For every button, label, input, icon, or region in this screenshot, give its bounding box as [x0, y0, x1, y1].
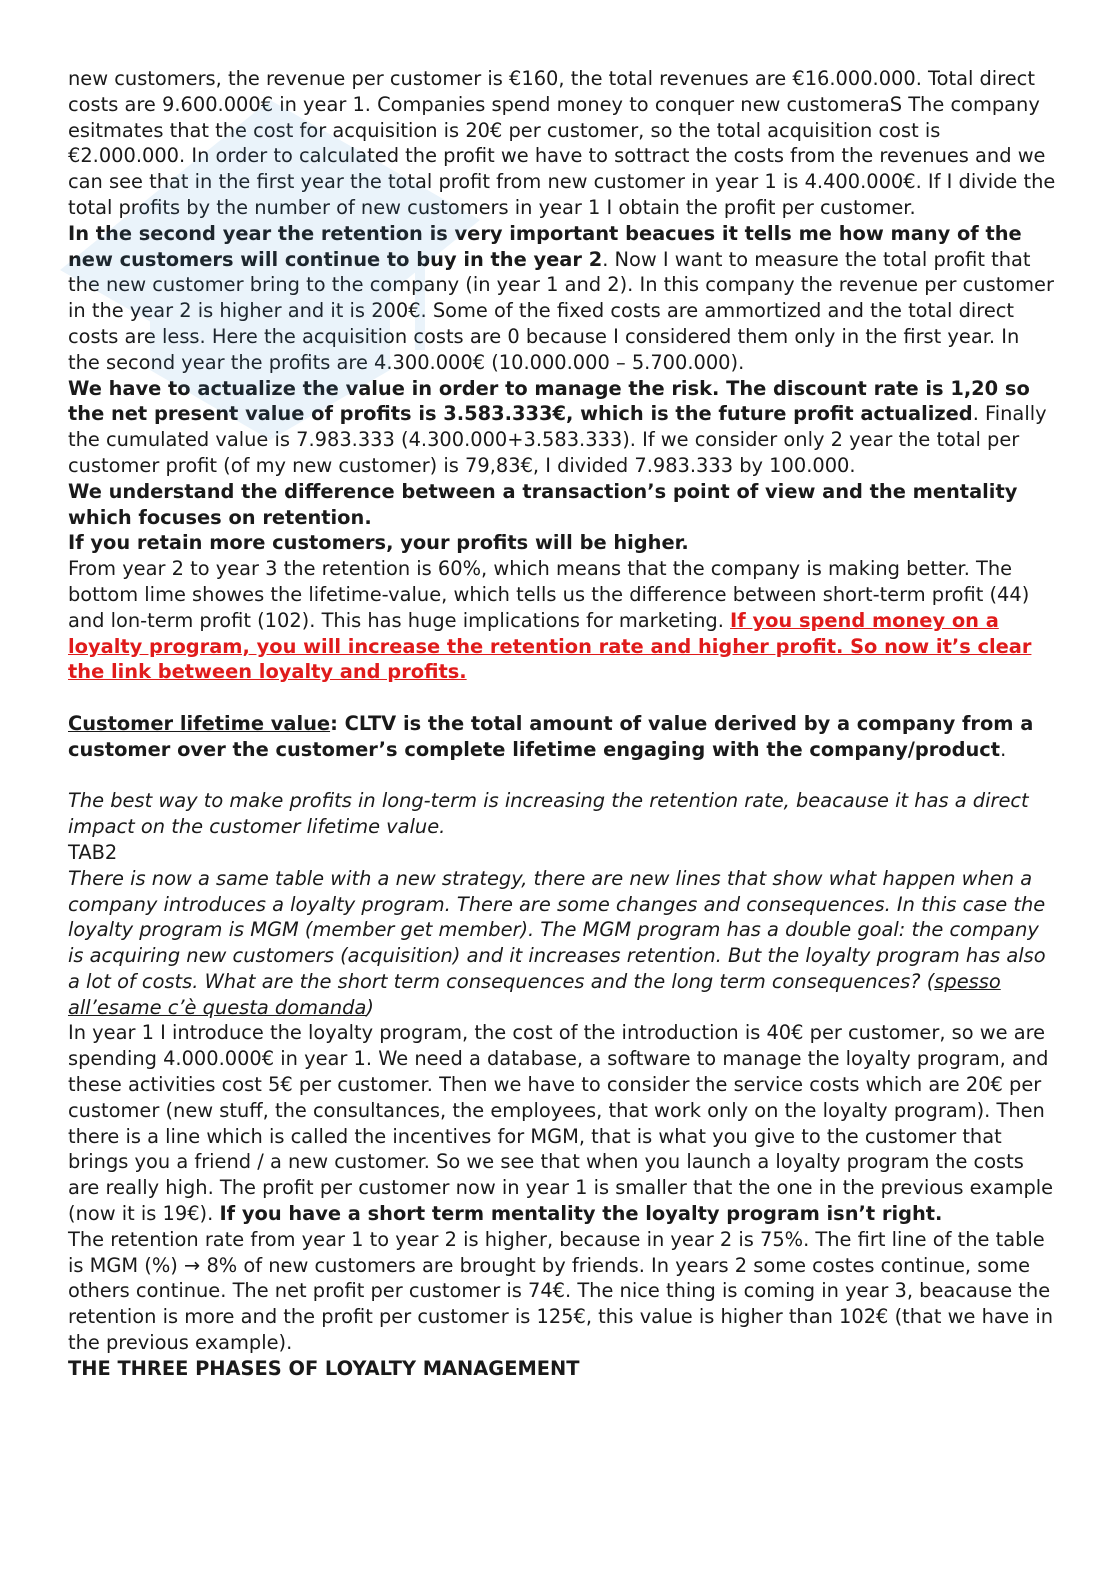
- retention-text-pre: The retention rate from year 1 to year 2 is higher, because in year 2 is 75%. The firt line of the table is MGM (%): [68, 1227, 1045, 1277]
- arrow-icon: →: [184, 1253, 201, 1277]
- cltv-term: Customer lifetime value: [68, 711, 331, 735]
- paragraph-lifetime-value: [68, 556, 1056, 685]
- loyalty-profit-highlight: If you spend money on a loyalty program, you will increase the retention rate and higher profit. So now it’s clear the link between loyalty and profits.: [68, 608, 1032, 684]
- retention-text-post: 8% of new customers are brought by friends. In years 2 some costes continue, some others continue. The net profit per customer is 74€. The nice thing is coming in year 3, beacause the retention is more and the profit per customer is 125€, this value is higher than 102€ (that we have in the previous example).: [68, 1253, 1054, 1355]
- exam-note-close: ): [366, 995, 374, 1019]
- short-term-highlight: If you have a short term mentality the loyalty program isn’t right.: [219, 1202, 943, 1226]
- exam-note: spesso all’esame c’è questa domanda: [68, 969, 1001, 1019]
- paragraph-retain-customers: If you retain more customers, your profits will be higher.: [68, 531, 689, 555]
- paragraph-retention-year2: [68, 1227, 1056, 1356]
- paragraph-loyalty-costs: [68, 1020, 1056, 1226]
- paragraph-discount: [68, 376, 1056, 479]
- paragraph-revenue: new customers, the revenue per customer is €160, the total revenues are €16.000.000. Total direct costs are 9.600.000€ in year 1. Companies spend money to conquer new customeraS The company esitmates that the cost for acquisition is 20€ per customer, so the total acquisition cost is €2.000.000. In order to calculated the profit we have to sottract the costs from the revenues and we can see that in the first year the total profit from new customer in year 1 is 4.400.000€. If I divide the total profits by the number of new customers in year 1 I obtain the profit per customer.: [68, 67, 1056, 219]
- cltv-end: .: [1000, 737, 1007, 761]
- new-strategy-text: There is now a same table with a new strategy, there are new lines that show what happen when a company introduces a loyalty program. There are some changes and consequences. In this case the loyalty program is MGM (member get member). The MGM program has a double goal: the company is acquiring new customers (acquisition) and it increases retention. But the loyalty program has also a lot of costs. What are the short term consequences and the long term consequences? (: [68, 866, 1046, 993]
- paragraph-best-way: The best way to make profits in long-term is increasing the retention rate, beacause it has a direct impact on the customer lifetime value.: [68, 789, 1029, 839]
- section-heading-loyalty-phases: THE THREE PHASES OF LOYALTY MANAGEMENT: [68, 1356, 580, 1380]
- second-year-text: . Now I want to measure the total profit that the new customer bring to the company (in year 1 and 2). In this company the revenue per customer in the year 2 is higher and it is 200€. Some of the fixed costs are ammortized and the total direct costs are less. Here the acquisition costs are 0 because I considered them only in the first year. In the second year the profits are 4.300.000€ (10.000.000 – 5.700.000).: [68, 247, 1054, 374]
- discount-text: . Finally the cumulated value is 7.983.333 (4.300.000+3.583.333). If we consider only 2 year the total per customer profit (of my new customer) is 79,83€, I divided 7.983.333 by 100.000.: [68, 402, 1047, 477]
- loyalty-costs-text: In year 1 I introduce the loyalty program, the cost of the introduction is 40€ per customer, so we are spending 4.000.000€ in year 1. We need a database, a software to manage the loyalty program, and these activities cost 5€ per customer. Then we have to consider the service costs which are 20€ per customer (new stuff, the consultances, the employees, that work only on the loyalty program). Then there is a line which is called the incentives for MGM, that is what you give to the customer that brings you a friend / a new customer. So we see that when you launch a loyalty program the costs are really high. The profit per customer now in year 1 is smaller that the one in the previous example (now it is 19€).: [68, 1021, 1054, 1226]
- lifetime-value-text: From year 2 to year 3 the retention is 60%, which means that the company is making better. The bottom lime showes the lifetime-value, which tells us the difference between short-term profit (44) and lon-term profit (102). This has huge implications for marketing.: [68, 557, 1030, 632]
- paragraph-new-strategy: [68, 866, 1056, 1021]
- cltv-definition: : CLTV is the total amount of value derived by a company from a customer over the customer’s complete lifetime engaging with the company/product: [68, 711, 1034, 761]
- discount-highlight: We have to actualize the value in order to manage the risk. The discount rate is 1,20 so the net present value of profits is 3.583.333€, which is the future profit actualized: [68, 376, 1030, 426]
- paragraph-cltv-definition: [68, 711, 1056, 763]
- paragraph-second-year: [68, 221, 1056, 376]
- paragraph-tab2: TAB2: [68, 840, 118, 864]
- paragraph-transaction-view: We understand the difference between a transaction’s point of view and the mentality which focuses on retention.: [68, 479, 1018, 529]
- second-year-highlight: In the second year the retention is very important beacues it tells me how many of the new customers will continue to buy in the year 2: [68, 221, 1022, 271]
